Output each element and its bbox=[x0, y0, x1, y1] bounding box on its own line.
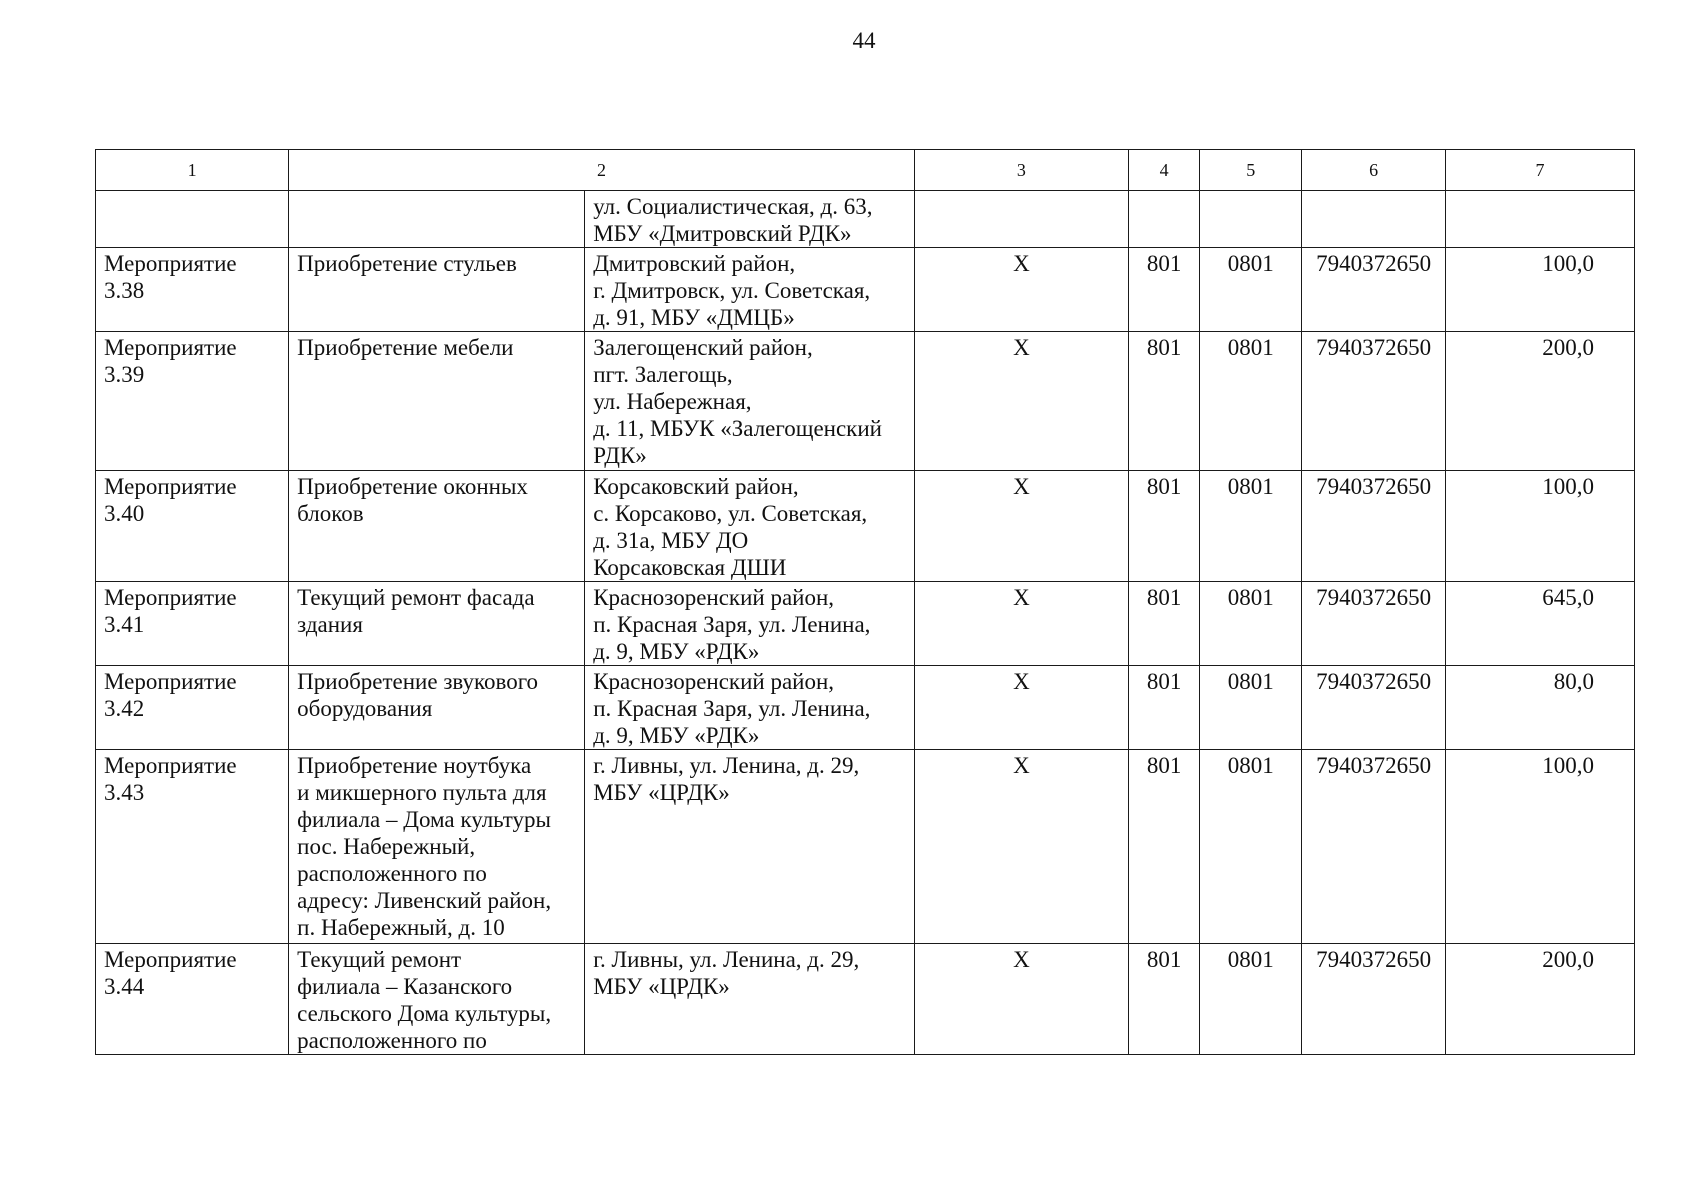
col3-cell: X bbox=[914, 750, 1128, 944]
col7-cell: 100,0 bbox=[1445, 750, 1634, 944]
header-col-6: 6 bbox=[1302, 150, 1446, 191]
table-row bbox=[96, 666, 1635, 750]
col4-cell: 801 bbox=[1128, 750, 1199, 944]
col3-cell: X bbox=[914, 332, 1128, 471]
col6-cell: 7940372650 bbox=[1302, 750, 1446, 944]
col4-cell: 801 bbox=[1128, 248, 1199, 332]
col5-cell: 0801 bbox=[1200, 666, 1302, 750]
activity-address-cell: г. Ливны, ул. Ленина, д. 29, МБУ «ЦРДК» bbox=[585, 944, 915, 1055]
col7-cell: 200,0 bbox=[1445, 944, 1634, 1055]
col5-cell bbox=[1200, 191, 1302, 248]
col3-cell: X bbox=[914, 944, 1128, 1055]
col7-cell: 100,0 bbox=[1445, 471, 1634, 582]
col4-cell: 801 bbox=[1128, 944, 1199, 1055]
activity-name-cell: Текущий ремонт фасада здания bbox=[289, 582, 585, 666]
activity-address-cell: Краснозоренский район, п. Красная Заря, ул. Ленина, д. 9, МБУ «РДК» bbox=[585, 582, 915, 666]
header-row bbox=[96, 150, 1635, 191]
activity-id-cell: Мероприятие 3.43 bbox=[96, 750, 289, 944]
activity-name-cell: Приобретение звукового оборудования bbox=[289, 666, 585, 750]
table-row bbox=[96, 248, 1635, 332]
activity-name-cell: Приобретение оконных блоков bbox=[289, 471, 585, 582]
col7-cell: 100,0 bbox=[1445, 248, 1634, 332]
activity-name-cell: Приобретение ноутбука и микшерного пульта для филиала – Дома культуры пос. Набережный, расположенного по адресу: Ливенский район, п. Набережный, д. 10 bbox=[289, 750, 585, 944]
col7-cell: 80,0 bbox=[1445, 666, 1634, 750]
col5-cell: 0801 bbox=[1200, 944, 1302, 1055]
col5-cell: 0801 bbox=[1200, 471, 1302, 582]
col6-cell: 7940372650 bbox=[1302, 666, 1446, 750]
col3-cell bbox=[914, 191, 1128, 248]
col3-cell: X bbox=[914, 248, 1128, 332]
table-row bbox=[96, 471, 1635, 582]
activity-id-cell: Мероприятие 3.38 bbox=[96, 248, 289, 332]
activity-address-cell: Залегощенский район, пгт. Залегощь, ул. Набережная, д. 11, МБУК «Залегощенский РДК» bbox=[585, 332, 915, 471]
activity-name-cell: Приобретение мебели bbox=[289, 332, 585, 471]
col3-cell: X bbox=[914, 471, 1128, 582]
col7-cell: 645,0 bbox=[1445, 582, 1634, 666]
col4-cell: 801 bbox=[1128, 332, 1199, 471]
header-col-7: 7 bbox=[1445, 150, 1634, 191]
col5-cell: 0801 bbox=[1200, 750, 1302, 944]
col6-cell: 7940372650 bbox=[1302, 582, 1446, 666]
col7-cell bbox=[1445, 191, 1634, 248]
col7-cell: 200,0 bbox=[1445, 332, 1634, 471]
activity-address-cell: г. Ливны, ул. Ленина, д. 29, МБУ «ЦРДК» bbox=[585, 750, 915, 944]
activity-id-cell bbox=[96, 191, 289, 248]
col4-cell: 801 bbox=[1128, 666, 1199, 750]
activity-id-cell: Мероприятие 3.44 bbox=[96, 944, 289, 1055]
header-col-1: 1 bbox=[96, 150, 289, 191]
activity-id-cell: Мероприятие 3.39 bbox=[96, 332, 289, 471]
col4-cell: 801 bbox=[1128, 471, 1199, 582]
activity-address-cell: Краснозоренский район, п. Красная Заря, ул. Ленина, д. 9, МБУ «РДК» bbox=[585, 666, 915, 750]
col5-cell: 0801 bbox=[1200, 332, 1302, 471]
activity-name-cell: Приобретение стульев bbox=[289, 248, 585, 332]
activity-id-cell: Мероприятие 3.40 bbox=[96, 471, 289, 582]
table-row bbox=[96, 332, 1635, 471]
table-row bbox=[96, 944, 1635, 1055]
activity-address-cell: Корсаковский район, с. Корсаково, ул. Советская, д. 31а, МБУ ДО Корсаковская ДШИ bbox=[585, 471, 915, 582]
activity-address-cell: ул. Социалистическая, д. 63, МБУ «Дмитровский РДК» bbox=[585, 191, 915, 248]
col3-cell: X bbox=[914, 582, 1128, 666]
col4-cell: 801 bbox=[1128, 582, 1199, 666]
col5-cell: 0801 bbox=[1200, 582, 1302, 666]
table-row bbox=[96, 191, 1635, 248]
activity-id-cell: Мероприятие 3.41 bbox=[96, 582, 289, 666]
activity-address-cell: Дмитровский район, г. Дмитровск, ул. Советская, д. 91, МБУ «ДМЦБ» bbox=[585, 248, 915, 332]
col6-cell: 7940372650 bbox=[1302, 248, 1446, 332]
budget-table bbox=[95, 149, 1635, 1055]
page-number: 44 bbox=[852, 28, 876, 53]
col5-cell: 0801 bbox=[1200, 248, 1302, 332]
activity-id-cell: Мероприятие 3.42 bbox=[96, 666, 289, 750]
col6-cell: 7940372650 bbox=[1302, 332, 1446, 471]
table-row bbox=[96, 750, 1635, 944]
col3-cell: X bbox=[914, 666, 1128, 750]
activity-name-cell: Текущий ремонт филиала – Казанского сельского Дома культуры, расположенного по bbox=[289, 944, 585, 1055]
col4-cell bbox=[1128, 191, 1199, 248]
header-col-5: 5 bbox=[1200, 150, 1302, 191]
table-row bbox=[96, 582, 1635, 666]
activity-name-cell bbox=[289, 191, 585, 248]
header-col-3: 3 bbox=[914, 150, 1128, 191]
col6-cell: 7940372650 bbox=[1302, 471, 1446, 582]
col6-cell bbox=[1302, 191, 1446, 248]
header-col-4: 4 bbox=[1128, 150, 1199, 191]
col6-cell: 7940372650 bbox=[1302, 944, 1446, 1055]
header-col-2: 2 bbox=[289, 150, 915, 191]
table-body bbox=[96, 191, 1635, 1055]
